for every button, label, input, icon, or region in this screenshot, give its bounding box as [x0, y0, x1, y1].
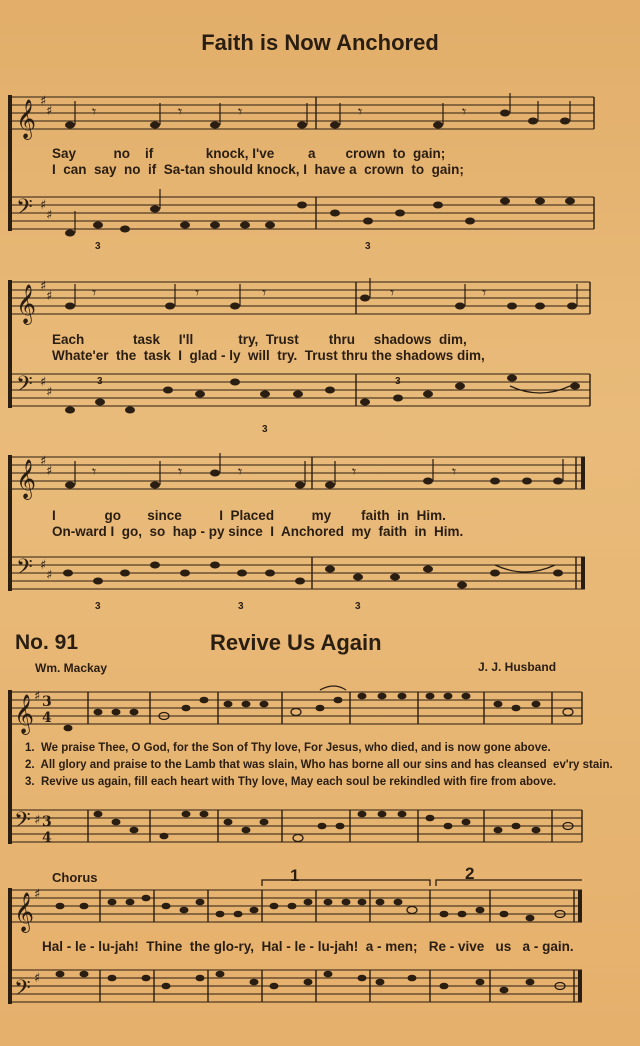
- verse-2: 2. All glory and praise to the Lamb that was slain, Who has borne all our sins and has cleansed ev'ry stain.: [25, 759, 613, 771]
- hymn1-line2-verse1: Each task I'll try, Trust thru shadows dim,: [52, 332, 467, 347]
- svg-text:♯: ♯: [40, 198, 47, 213]
- chorus-lyrics: Hal - le - lu-jah! Thine the glo-ry, Hal - le - lu-jah! a - men; Re - vive us a - gain.: [42, 939, 574, 954]
- svg-text:𝄾: 𝄾: [238, 462, 243, 481]
- hymn1-line1-verse1: Say no if knock, I've a crown to gain;: [52, 146, 446, 161]
- svg-text:♯: ♯: [34, 689, 41, 704]
- svg-text:♯: ♯: [40, 454, 47, 469]
- svg-text:𝄾: 𝄾: [238, 102, 243, 121]
- svg-text:𝄾: 𝄾: [482, 283, 487, 302]
- svg-text:4: 4: [42, 710, 52, 726]
- hymn1-line3-verse2: On-ward I go, so hap - py since I Anchored my faith in Him.: [52, 524, 464, 539]
- bass-clef-icon: 𝄢: [14, 808, 31, 838]
- svg-text:♯: ♯: [46, 568, 53, 583]
- svg-text:𝄾: 𝄾: [390, 283, 395, 302]
- treble-clef-icon: 𝄞: [16, 459, 37, 499]
- hymn2-number: No. 91: [15, 631, 79, 654]
- treble-clef-icon: 𝄞: [16, 99, 37, 139]
- hymn1-title: Faith is Now Anchored: [201, 30, 439, 55]
- svg-text:𝄾: 𝄾: [358, 102, 363, 121]
- hymn1-line2-verse2: Whate'er the task I glad - ly will try. Trust thru the shadows dim,: [52, 348, 485, 363]
- svg-text:3: 3: [95, 601, 101, 612]
- svg-text:3: 3: [42, 814, 52, 830]
- svg-text:♯: ♯: [34, 813, 41, 828]
- svg-text:𝄾: 𝄾: [178, 102, 183, 121]
- verse-3: 3. Revive us again, fill each heart with Thy love, May each soul be rekindled with fire from above.: [25, 776, 557, 788]
- svg-text:𝄾: 𝄾: [178, 462, 183, 481]
- hymn2-title: Revive Us Again: [210, 630, 382, 655]
- svg-text:3: 3: [262, 424, 268, 435]
- svg-text:4: 4: [42, 830, 52, 846]
- hymn1-line3-verse1: I go since I Placed my faith in Him.: [52, 508, 446, 523]
- svg-text:𝄾: 𝄾: [462, 102, 467, 121]
- treble-clef-icon: 𝄞: [14, 892, 35, 932]
- svg-text:♯: ♯: [46, 464, 53, 479]
- svg-text:♯: ♯: [40, 94, 47, 109]
- svg-text:3: 3: [395, 376, 401, 387]
- svg-text:♯: ♯: [46, 208, 53, 223]
- bass-clef-icon: 𝄢: [16, 195, 33, 225]
- svg-text:3: 3: [238, 601, 244, 612]
- svg-text:♯: ♯: [34, 887, 41, 902]
- hymn1-line1-verse2: I can say no if Sa-tan should knock, I have a crown to gain;: [52, 162, 464, 177]
- svg-text:𝄾: 𝄾: [262, 283, 267, 302]
- second-ending: 2: [465, 864, 475, 883]
- svg-text:♯: ♯: [46, 385, 53, 400]
- svg-text:𝄾: 𝄾: [452, 462, 457, 481]
- bass-clef-icon: 𝄢: [14, 976, 31, 1006]
- treble-clef-icon: 𝄞: [14, 694, 35, 734]
- svg-text:𝄾: 𝄾: [92, 283, 97, 302]
- words-credit: Wm. Mackay: [35, 661, 108, 675]
- svg-text:𝄾: 𝄾: [92, 102, 97, 121]
- svg-text:𝄾: 𝄾: [195, 283, 200, 302]
- svg-text:𝄾: 𝄾: [352, 462, 357, 481]
- music-credit: J. J. Husband: [478, 660, 557, 674]
- verse-1: 1. We praise Thee, O God, for the Son of Thy love, For Jesus, who died, and is now gone above.: [25, 742, 551, 754]
- bass-clef-icon: 𝄢: [16, 555, 33, 585]
- treble-clef-icon: 𝄞: [16, 284, 37, 324]
- svg-text:♯: ♯: [40, 558, 47, 573]
- svg-text:3: 3: [365, 241, 371, 252]
- hymn2-chorus-system: [0, 878, 640, 1046]
- svg-text:3: 3: [355, 601, 361, 612]
- bass-clef-icon: 𝄢: [16, 372, 33, 402]
- first-ending: 1: [290, 866, 300, 885]
- svg-text:♯: ♯: [34, 971, 41, 986]
- svg-text:♯: ♯: [46, 104, 53, 119]
- svg-text:3: 3: [97, 376, 103, 387]
- chorus-label: Chorus: [52, 870, 98, 885]
- svg-text:♯: ♯: [40, 279, 47, 294]
- svg-text:♯: ♯: [46, 289, 53, 304]
- svg-text:𝄾: 𝄾: [92, 462, 97, 481]
- svg-text:3: 3: [95, 241, 101, 252]
- svg-text:3: 3: [42, 694, 52, 710]
- svg-text:♯: ♯: [40, 375, 47, 390]
- hymn2-verse-system: [0, 680, 640, 865]
